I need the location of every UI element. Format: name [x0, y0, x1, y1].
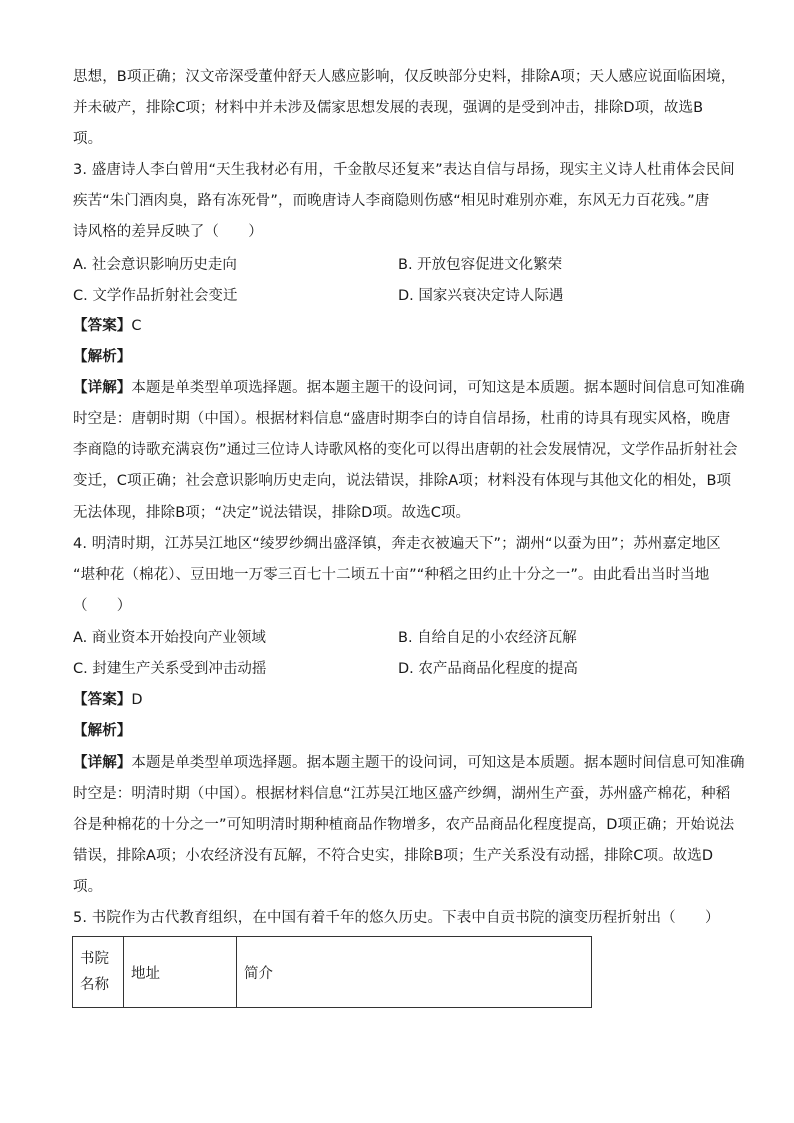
- q4-option-a: A. 商业资本开始投向产业领域: [73, 630, 266, 646]
- q3-option-b: B. 开放包容促进文化繁荣: [398, 257, 563, 273]
- q3-stem-line-1: 3. 盛唐诗人李白曾用“天生我材必有用，千金散尽还复来”表达自信与昂扬，现实主义诗人杜甫体会民间: [73, 162, 735, 178]
- q4-detail-tag: 【详解】: [73, 755, 132, 771]
- q3-option-d: D. 国家兴衰决定诗人际遇: [398, 288, 564, 304]
- q3-option-a: A. 社会意识影响历史走向: [73, 257, 237, 273]
- q2-analysis-line-3: 项。: [73, 131, 103, 147]
- q3-detail-line-5: 无法体现，排除B项；“决定”说法错误，排除D项。故选C项。: [73, 505, 471, 521]
- q3-answer: [73, 316, 728, 336]
- q4-detail-line-5: 项。: [73, 879, 103, 895]
- q3-answer-value: C: [131, 318, 142, 334]
- q3-detail-tag: 【详解】: [73, 380, 132, 396]
- q3-analysis-label: 【解析】: [73, 349, 132, 365]
- q4-option-b: B. 自给自足的小农经济瓦解: [398, 630, 577, 646]
- q4-analysis-label: 【解析】: [73, 723, 132, 739]
- q3-detail-line-4: 变迁，C项正确；社会意识影响历史走向，说法错误，排除A项；材料没有体现与其他文化的相处，B项: [73, 473, 732, 489]
- q4-answer-value: D: [131, 692, 143, 708]
- header-address: 地址: [124, 937, 237, 1008]
- q3-detail-text-1: 本题是单类型单项选择题。据本题主题干的设问词，可知这是本质题。据本题时间信息可知准确: [131, 380, 745, 396]
- q3-stem-line-2: 疾苦“朱门酒肉臭，路有冻死骨”，而晚唐诗人李商隐则伤感“相见时难别亦难，东风无力百花残。”唐: [73, 193, 710, 209]
- q4-option-d: D. 农产品商品化程度的提高: [398, 661, 578, 677]
- q4-answer-tag: 【答案】: [73, 692, 132, 708]
- q3-stem-line-3: 诗风格的差异反映了（ ）: [73, 224, 263, 240]
- q5-stem: 5. 书院作为古代教育组织，在中国有着千年的悠久历史。下表中自贡书院的演变历程折射出（ ）: [73, 910, 720, 926]
- q4-analysis-tag: [73, 721, 728, 741]
- q4-option-c: C. 封建生产关系受到冲击动摇: [73, 661, 267, 677]
- q2-analysis-line-1: 思想，B项正确；汉文帝深受董仲舒天人感应影响，仅反映部分史料，排除A项；天人感应说面临困境，: [73, 69, 736, 85]
- q3-answer-tag: 【答案】: [73, 318, 132, 334]
- q4-detail-line-3: 谷是种棉花的十分之一”可知明清时期种植商品作物增多，农产品商品化程度提高，D项正确；开始说法: [73, 817, 735, 833]
- q4-detail-text-1: 本题是单类型单项选择题。据本题主题干的设问词，可知这是本质题。据本题时间信息可知准确: [131, 755, 745, 771]
- q4-stem-line-3: （ ）: [73, 598, 132, 614]
- q2-analysis-line-2: 并未破产，排除C项；材料中并未涉及儒家思想发展的表现，强调的是受到冲击，排除D项，故选B: [73, 100, 704, 116]
- q3-option-c: C. 文学作品折射社会变迁: [73, 288, 238, 304]
- q4-stem-line-2: “堪种花（棉花）、豆田地一万零三百七十二顷五十亩”“种稻之田约止十分之一”。由此看出当时当地: [73, 567, 710, 583]
- q3-analysis-tag: [73, 347, 728, 367]
- q3-detail-line-3: 李商隐的诗歌充满哀伤”通过三位诗人诗歌风格的变化可以得出唐朝的社会发展情况，文学作品折射社会: [73, 442, 738, 458]
- header-name-line-1: 书院: [80, 951, 109, 967]
- header-intro: 简介: [237, 937, 592, 1008]
- q4-detail-line-4: 错误，排除A项；小农经济没有瓦解，不符合史实，排除B项；生产关系没有动摇，排除C项。故选D: [73, 848, 714, 864]
- q3-detail-line-1: [73, 378, 745, 398]
- q4-detail-line-1: [73, 753, 745, 773]
- table-header-row: [73, 937, 592, 1008]
- q3-detail-line-2: 时空是：唐朝时期（中国）。根据材料信息“盛唐时期李白的诗自信昂扬，杜甫的诗具有现实风格，晚唐: [73, 411, 731, 427]
- q4-answer: [73, 690, 728, 710]
- header-name-line-2: 名称: [80, 977, 109, 993]
- q4-detail-line-2: 时空是：明清时期（中国）。根据材料信息“江苏吴江地区盛产纱绸，湖州生产蚕，苏州盛产棉花，种稻: [73, 786, 731, 802]
- header-academy-name: [73, 937, 124, 1008]
- q4-stem-line-1: 4. 明清时期，江苏吴江地区“绫罗纱绸出盛泽镇，奔走衣被遍天下”；湖州“以蚕为田”；苏州嘉定地区: [73, 536, 721, 552]
- academy-table: [72, 936, 592, 1008]
